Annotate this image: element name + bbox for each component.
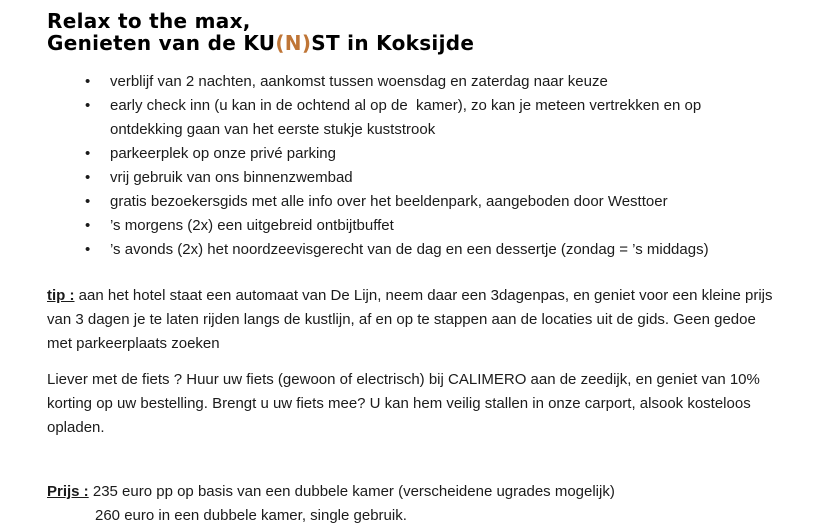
list-item-text: parkeerplek op onze privé parking xyxy=(110,145,336,162)
bike-paragraph: Liever met de fiets ? Huur uw fiets (gewoon of electrisch) bij CALIMERO aan de zeedijk, en geniet van 10% korting op uw bestelling. Brengt u uw fiets mee? U kan hem veilig stallen in onze carport, alsook kosteloos opladen. xyxy=(47,371,765,436)
bullet-list xyxy=(47,70,757,262)
price-block xyxy=(47,480,785,527)
price-line-1 xyxy=(47,480,780,504)
list-item-text: verblijf van 2 nachten, aankomst tussen woensdag en zaterdag naar keuze xyxy=(110,73,608,90)
list-item-text: early check inn (u kan in de ochtend al op de kamer), zo kan je meteen vertrekken en op ontdekking gaan van het eerste stukje kuststrook xyxy=(110,97,706,138)
title-line-2-pre: Genieten van de KU xyxy=(47,31,276,55)
bullet-icon: • xyxy=(85,97,91,114)
list-item xyxy=(85,214,757,238)
price-line-1-text: 235 euro pp op basis van een dubbele kamer (verscheidene ugrades mogelijk) xyxy=(88,483,615,500)
bullet-icon: • xyxy=(85,193,91,210)
tip-label: tip : xyxy=(47,287,75,304)
list-item xyxy=(85,166,757,190)
bullet-icon: • xyxy=(85,241,91,258)
bullet-icon: • xyxy=(85,169,91,186)
price-line-2: 260 euro in een dubbele kamer, single gebruik. xyxy=(95,507,407,524)
title-line-1: Relax to the max, xyxy=(47,9,251,33)
list-item-text: gratis bezoekersgids met alle info over het beeldenpark, aangeboden door Westtoer xyxy=(110,193,668,210)
bullet-icon: • xyxy=(85,73,91,90)
list-item-text: ’s avonds (2x) het noordzeevisgerecht van de dag en een dessertje (zondag = ’s middags) xyxy=(110,241,709,258)
tip-text: aan het hotel staat een automaat van De Lijn, neem daar een 3dagenpas, en geniet voor een kleine prijs van 3 dagen je te laten rijden langs de kustlijn, af en op te stappen aan de locaties uit de gids. Geen gedoe met parkeerplaats zoeken xyxy=(47,287,777,352)
list-item xyxy=(85,142,757,166)
list-item xyxy=(85,70,757,94)
bullet-icon: • xyxy=(85,145,91,162)
title-line-2 xyxy=(47,31,474,55)
document-title xyxy=(47,10,785,54)
list-item xyxy=(85,238,757,262)
title-line-2-post: ST in Koksijde xyxy=(311,31,475,55)
list-item-text: vrij gebruik van ons binnenzwembad xyxy=(110,169,353,186)
list-item-text: ’s morgens (2x) een uitgebreid ontbijtbuffet xyxy=(110,217,394,234)
title-accent: (N) xyxy=(275,31,312,55)
bullet-icon: • xyxy=(85,217,91,234)
list-item xyxy=(85,94,757,142)
list-item xyxy=(85,190,757,214)
tip-paragraph xyxy=(47,284,780,356)
price-label: Prijs : xyxy=(47,483,89,500)
